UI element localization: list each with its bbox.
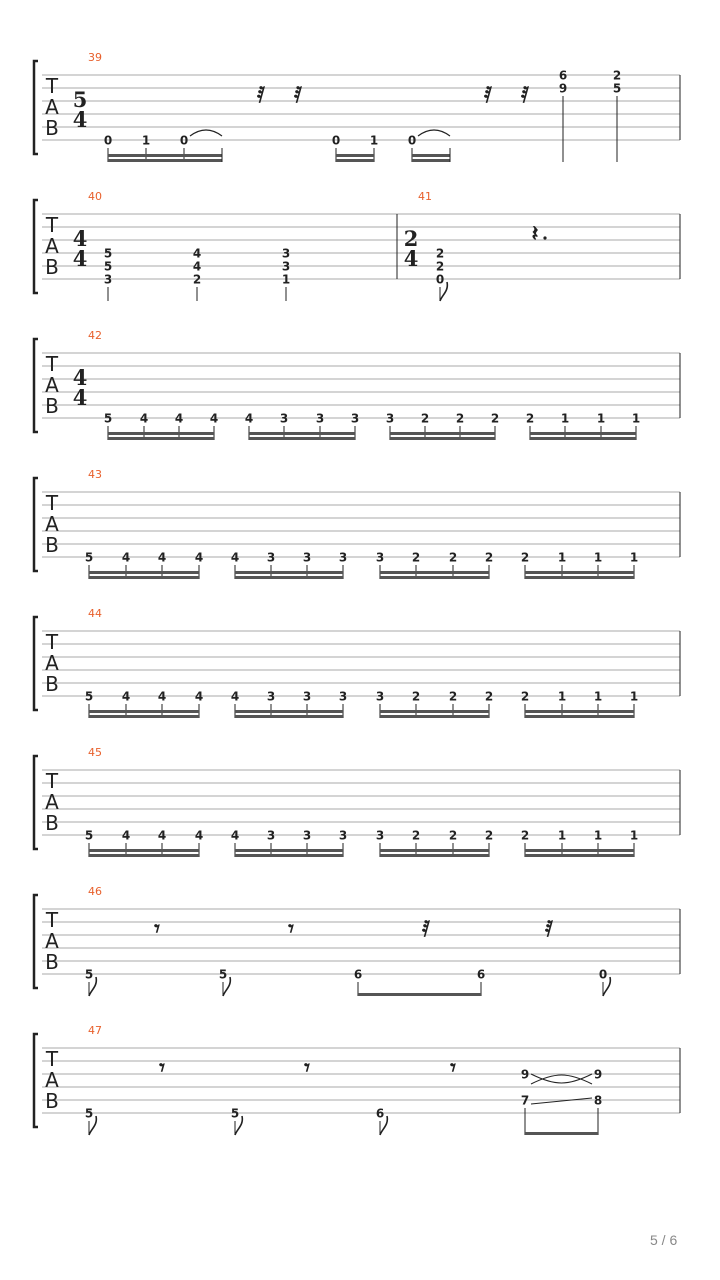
fret-number: 4 [209, 411, 219, 426]
beam [530, 437, 636, 440]
fret-number: 1 [369, 133, 379, 148]
beam [525, 576, 634, 579]
tab-clef-letter: B [45, 255, 59, 279]
fret-number: 1 [141, 133, 151, 148]
measure-number: 39 [88, 51, 102, 64]
fret-number: 2 [420, 411, 430, 426]
system-bracket-icon [34, 895, 38, 988]
fret-number: 9 [520, 1067, 530, 1082]
fret-number: 3 [315, 411, 325, 426]
fret-number: 5 [612, 81, 622, 96]
tab-clef-letter: B [45, 533, 59, 557]
measure-number: 44 [88, 607, 102, 620]
fret-number: 3 [266, 689, 276, 704]
fret-number: 1 [629, 550, 639, 565]
fret-number: 5 [103, 246, 113, 261]
beam-secondary [235, 710, 343, 713]
beam [380, 854, 489, 857]
fret-number: 4 [230, 550, 240, 565]
tab-clef-letter: B [45, 394, 59, 418]
measure-number: 46 [88, 885, 102, 898]
tab-clef-letter: T [45, 213, 59, 237]
system-bracket-icon [34, 339, 38, 432]
tab-clef-letter: T [45, 908, 59, 932]
fret-number: 4 [192, 259, 202, 274]
fret-number: 4 [174, 411, 184, 426]
rest-icon: 𝄾 [288, 916, 294, 942]
fret-number: 2 [411, 828, 421, 843]
beam-secondary [336, 154, 374, 157]
beam [525, 715, 634, 718]
fret-number: 1 [593, 828, 603, 843]
fret-number: 3 [375, 828, 385, 843]
fret-number: 9 [593, 1067, 603, 1082]
fret-number: 5 [84, 550, 94, 565]
fret-number: 2 [448, 550, 458, 565]
fret-number: 4 [157, 550, 167, 565]
fret-number: 5 [84, 1106, 94, 1121]
fret-number: 1 [557, 828, 567, 843]
tab-clef-letter: B [45, 672, 59, 696]
beam [89, 854, 199, 857]
measure-number: 45 [88, 746, 102, 759]
fret-number: 2 [484, 550, 494, 565]
fret-number: 4 [192, 246, 202, 261]
fret-number: 5 [103, 259, 113, 274]
fret-number: 2 [520, 689, 530, 704]
fret-number: 3 [375, 550, 385, 565]
time-signature-denominator: 4 [72, 246, 88, 271]
rest-icon: 𝄾 [159, 1055, 165, 1081]
tab-clef-letter: A [45, 651, 59, 675]
fret-number: 4 [139, 411, 149, 426]
tab-clef-letter: B [45, 1089, 59, 1113]
time-signature-numerator: 4 [72, 365, 88, 390]
beam-secondary [380, 710, 489, 713]
tab-clef-letter: A [45, 234, 59, 258]
time-signature-numerator: 5 [72, 87, 88, 112]
fret-number: 3 [103, 272, 113, 287]
beam [358, 993, 481, 996]
beam [235, 854, 343, 857]
tab-clef-letter: T [45, 769, 59, 793]
measure-number: 43 [88, 468, 102, 481]
beam [412, 159, 450, 162]
fret-number: 3 [338, 689, 348, 704]
system-bracket-icon [34, 756, 38, 849]
fret-number: 3 [350, 411, 360, 426]
fret-number: 1 [631, 411, 641, 426]
fret-number: 2 [490, 411, 500, 426]
time-signature-denominator: 4 [72, 107, 88, 132]
fret-number: 2 [411, 689, 421, 704]
fret-number: 2 [520, 550, 530, 565]
fret-number: 5 [84, 967, 94, 982]
fret-number: 4 [121, 828, 131, 843]
measure-number: 42 [88, 329, 102, 342]
fret-number: 5 [103, 411, 113, 426]
fret-number: 6 [353, 967, 363, 982]
tab-clef-letter: A [45, 512, 59, 536]
system-bracket-icon [34, 1034, 38, 1127]
fret-number: 5 [230, 1106, 240, 1121]
beam [89, 576, 199, 579]
rest-dot-icon [543, 236, 546, 239]
tab-clef-letter: T [45, 352, 59, 376]
fret-number: 2 [411, 550, 421, 565]
beam-secondary [412, 154, 450, 157]
beam-secondary [525, 849, 634, 852]
fret-number: 1 [557, 689, 567, 704]
tab-clef-letter: T [45, 74, 59, 98]
rest-icon: 𝄾 [304, 1055, 310, 1081]
rest-icon: 𝄾 [450, 1055, 456, 1081]
beam-secondary [530, 432, 636, 435]
fret-number: 3 [338, 550, 348, 565]
fret-number: 3 [338, 828, 348, 843]
tab-clef-letter: A [45, 373, 59, 397]
fret-number: 4 [157, 828, 167, 843]
beam [380, 715, 489, 718]
fret-number: 2 [448, 689, 458, 704]
beam-secondary [249, 432, 355, 435]
fret-number: 7 [520, 1093, 530, 1108]
slide-icon [531, 1098, 592, 1104]
time-signature-numerator: 2 [403, 226, 419, 251]
beam [336, 159, 374, 162]
fret-number: 3 [375, 689, 385, 704]
fret-number: 3 [385, 411, 395, 426]
fret-number: 3 [266, 550, 276, 565]
fret-number: 5 [218, 967, 228, 982]
rest-icon: 𝅀 [293, 82, 303, 108]
fret-number: 6 [558, 68, 568, 83]
fret-number: 6 [476, 967, 486, 982]
fret-number: 2 [435, 246, 445, 261]
beam [525, 1132, 598, 1135]
beam-secondary [380, 849, 489, 852]
fret-number: 1 [281, 272, 291, 287]
rest-icon: 𝅀 [256, 82, 266, 108]
measure-number: 47 [88, 1024, 102, 1037]
beam [525, 854, 634, 857]
fret-number: 0 [598, 967, 608, 982]
time-signature-denominator: 4 [72, 385, 88, 410]
rest-icon: 𝅀 [421, 916, 431, 942]
fret-number: 1 [593, 550, 603, 565]
fret-number: 8 [593, 1093, 603, 1108]
fret-number: 2 [435, 259, 445, 274]
tie-icon [190, 130, 222, 136]
fret-number: 4 [194, 828, 204, 843]
system-bracket-icon [34, 478, 38, 571]
beam [249, 437, 355, 440]
rest-icon: 𝅀 [483, 82, 493, 108]
rest-icon: 𝄽 [531, 221, 539, 247]
tab-clef-letter: B [45, 116, 59, 140]
fret-number: 4 [157, 689, 167, 704]
page-number: 5 / 6 [650, 1232, 678, 1248]
fret-number: 0 [435, 272, 445, 287]
beam-secondary [525, 571, 634, 574]
fret-number: 3 [281, 246, 291, 261]
system-bracket-icon [34, 61, 38, 154]
rest-icon: 𝅀 [520, 82, 530, 108]
tab-clef-letter: T [45, 491, 59, 515]
beam-secondary [89, 571, 199, 574]
rest-icon: 𝅀 [544, 916, 554, 942]
beam [235, 576, 343, 579]
fret-number: 1 [560, 411, 570, 426]
beam-secondary [235, 571, 343, 574]
system-bracket-icon [34, 617, 38, 710]
fret-number: 2 [484, 828, 494, 843]
beam-secondary [525, 710, 634, 713]
fret-number: 0 [331, 133, 341, 148]
fret-number: 6 [375, 1106, 385, 1121]
beam [108, 159, 222, 162]
rest-icon: 𝄾 [154, 916, 160, 942]
fret-number: 4 [194, 550, 204, 565]
tab-clef-letter: B [45, 811, 59, 835]
fret-number: 3 [266, 828, 276, 843]
fret-number: 5 [84, 689, 94, 704]
measure-number: 41 [418, 190, 432, 203]
beam-secondary [89, 710, 199, 713]
fret-number: 4 [244, 411, 254, 426]
beam-secondary [380, 571, 489, 574]
beam [390, 437, 495, 440]
tab-clef-letter: A [45, 790, 59, 814]
fret-number: 1 [593, 689, 603, 704]
fret-number: 3 [302, 550, 312, 565]
beam-secondary [235, 849, 343, 852]
fret-number: 4 [121, 689, 131, 704]
fret-number: 4 [194, 689, 204, 704]
fret-number: 2 [612, 68, 622, 83]
fret-number: 1 [596, 411, 606, 426]
tab-clef-letter: B [45, 950, 59, 974]
time-signature-denominator: 4 [403, 246, 419, 271]
beam [380, 576, 489, 579]
fret-number: 2 [448, 828, 458, 843]
system-bracket-icon [34, 200, 38, 293]
tab-clef-letter: A [45, 95, 59, 119]
fret-number: 0 [179, 133, 189, 148]
beam-secondary [108, 432, 214, 435]
measure-number: 40 [88, 190, 102, 203]
fret-number: 2 [192, 272, 202, 287]
beam-secondary [108, 154, 222, 157]
beam [108, 437, 214, 440]
fret-number: 3 [281, 259, 291, 274]
beam [235, 715, 343, 718]
tab-clef-letter: T [45, 1047, 59, 1071]
beam-secondary [390, 432, 495, 435]
fret-number: 3 [302, 689, 312, 704]
fret-number: 2 [484, 689, 494, 704]
tab-clef-letter: T [45, 630, 59, 654]
fret-number: 1 [629, 828, 639, 843]
fret-number: 4 [121, 550, 131, 565]
fret-number: 4 [230, 828, 240, 843]
fret-number: 1 [629, 689, 639, 704]
fret-number: 2 [525, 411, 535, 426]
fret-number: 9 [558, 81, 568, 96]
fret-number: 4 [230, 689, 240, 704]
beam-secondary [89, 849, 199, 852]
tie-icon [418, 130, 450, 136]
fret-number: 2 [520, 828, 530, 843]
fret-number: 3 [279, 411, 289, 426]
fret-number: 1 [557, 550, 567, 565]
beam [89, 715, 199, 718]
fret-number: 3 [302, 828, 312, 843]
fret-number: 0 [407, 133, 417, 148]
fret-number: 0 [103, 133, 113, 148]
time-signature-numerator: 4 [72, 226, 88, 251]
tab-clef-letter: A [45, 1068, 59, 1092]
fret-number: 2 [455, 411, 465, 426]
tab-clef-letter: A [45, 929, 59, 953]
fret-number: 5 [84, 828, 94, 843]
